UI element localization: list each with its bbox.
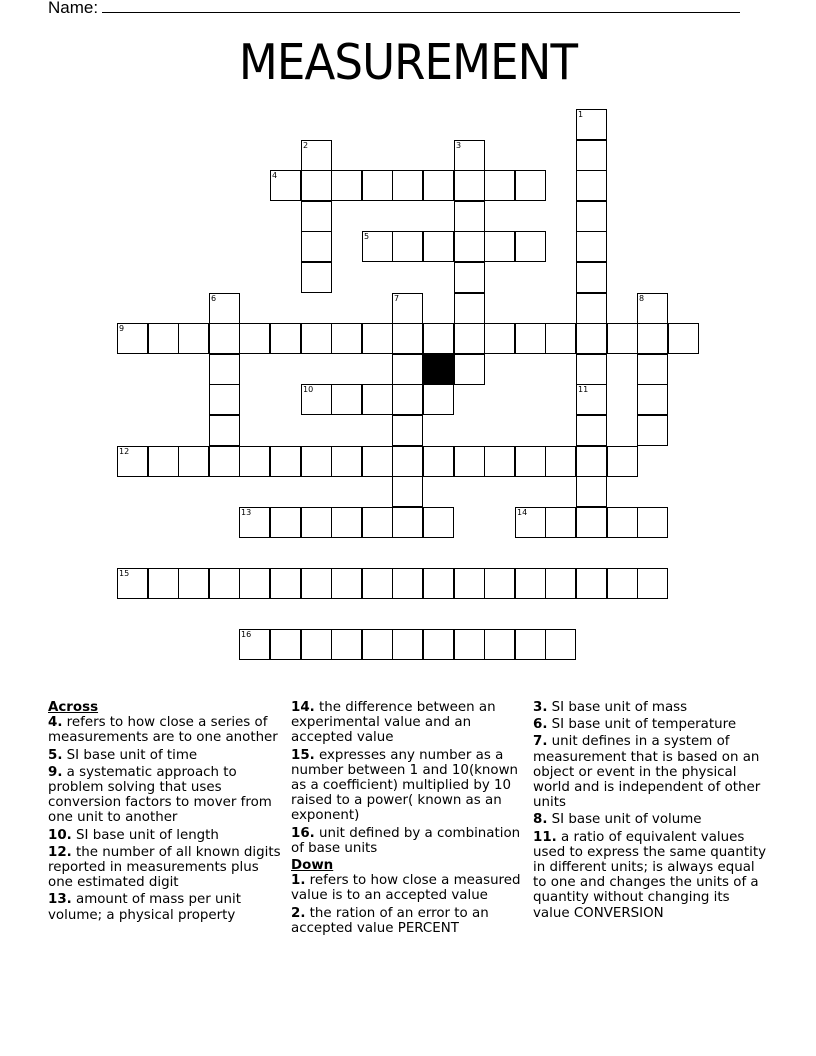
grid-cell[interactable] — [270, 170, 301, 201]
grid-cell[interactable] — [209, 415, 240, 446]
clue-item — [291, 826, 527, 856]
grid-cell[interactable] — [637, 354, 668, 385]
grid-cell[interactable] — [239, 446, 270, 477]
clue-num: 5. — [48, 747, 63, 763]
clue-number: 16 — [241, 630, 252, 639]
grid-cell[interactable] — [484, 170, 515, 201]
clue-num: 3. — [533, 700, 548, 715]
grid-cell[interactable] — [576, 446, 607, 477]
grid-cell[interactable] — [668, 323, 699, 354]
grid-cell[interactable] — [392, 476, 423, 507]
clue-text: the difference between an experimental value and an accepted value — [291, 700, 496, 746]
grid-cell[interactable] — [607, 568, 638, 599]
grid-cell[interactable] — [392, 415, 423, 446]
grid-cell[interactable] — [148, 323, 179, 354]
grid-cell[interactable] — [301, 446, 332, 477]
grid-cell[interactable] — [331, 568, 362, 599]
grid-cell[interactable] — [576, 293, 607, 324]
grid-cell[interactable] — [362, 629, 393, 660]
clue-text: the ration of an error to an accepted value PERCENT — [291, 905, 489, 936]
clue-item — [48, 845, 284, 891]
grid-cell[interactable] — [454, 568, 485, 599]
grid-cell[interactable] — [331, 507, 362, 538]
clue-number: 11 — [578, 385, 589, 394]
grid-cell[interactable] — [607, 323, 638, 354]
grid-cell[interactable] — [423, 629, 454, 660]
grid-cell[interactable] — [423, 231, 454, 262]
grid-cell[interactable] — [576, 507, 607, 538]
page-title: MEASUREMENT — [238, 34, 578, 91]
clue-number: 15 — [119, 569, 130, 578]
grid-cell[interactable] — [301, 201, 332, 232]
grid-cell[interactable] — [637, 507, 668, 538]
grid-cell[interactable] — [392, 293, 423, 324]
clue-item — [533, 812, 769, 827]
grid-cell[interactable] — [392, 629, 423, 660]
clue-num: 7. — [533, 734, 548, 750]
clue-num: 2. — [291, 905, 306, 921]
grid-cell[interactable] — [362, 446, 393, 477]
grid-cell[interactable] — [423, 384, 454, 415]
grid-cell[interactable] — [301, 507, 332, 538]
clue-item — [48, 828, 284, 843]
clue-item — [48, 892, 284, 922]
clue-number: 8 — [639, 294, 645, 303]
clue-column-3 — [533, 700, 769, 923]
clue-item — [291, 700, 527, 746]
clue-text: unit defined by a combination of base units — [291, 825, 521, 856]
clue-num: 12. — [48, 844, 72, 860]
clue-number: 7 — [394, 294, 400, 303]
clue-number: 6 — [211, 294, 217, 303]
clue-item — [48, 748, 284, 763]
grid-cell[interactable] — [209, 354, 240, 385]
grid-cell[interactable] — [515, 568, 546, 599]
grid-cell[interactable] — [392, 446, 423, 477]
clue-num: 1. — [291, 873, 306, 889]
grid-cell[interactable] — [484, 568, 515, 599]
grid-cell[interactable] — [576, 109, 607, 140]
grid-cell[interactable] — [301, 170, 332, 201]
grid-cell[interactable] — [576, 170, 607, 201]
clue-item — [48, 715, 284, 745]
grid-cell[interactable] — [392, 323, 423, 354]
grid-cell[interactable] — [301, 140, 332, 171]
grid-cell[interactable] — [239, 568, 270, 599]
name-label: Name: — [48, 0, 99, 17]
grid-cell[interactable] — [239, 507, 270, 538]
grid-cell[interactable] — [545, 323, 576, 354]
grid-cell[interactable] — [576, 140, 607, 171]
clue-item — [291, 748, 527, 824]
grid-cell[interactable] — [454, 201, 485, 232]
clue-num: 11. — [533, 829, 557, 845]
grid-cell[interactable] — [239, 323, 270, 354]
clue-item — [533, 734, 769, 810]
grid-cell[interactable] — [362, 323, 393, 354]
grid-cell[interactable] — [331, 629, 362, 660]
grid-cell[interactable] — [484, 323, 515, 354]
clue-text: refers to how close a measured value is to an accepted value — [291, 873, 521, 904]
clue-num: 15. — [291, 747, 315, 763]
grid-cell[interactable] — [392, 354, 423, 385]
grid-cell[interactable] — [576, 354, 607, 385]
clue-number: 5 — [364, 232, 370, 241]
clue-text: amount of mass per unit volume; a physical property — [48, 892, 241, 923]
clue-text: SI base unit of mass — [547, 700, 688, 715]
grid-cell[interactable] — [454, 323, 485, 354]
grid-cell[interactable] — [576, 384, 607, 415]
grid-cell[interactable] — [209, 446, 240, 477]
grid-cell[interactable] — [423, 446, 454, 477]
grid-cell[interactable] — [454, 140, 485, 171]
grid-cell[interactable] — [576, 323, 607, 354]
grid-cell[interactable] — [270, 568, 301, 599]
grid-cell[interactable] — [423, 170, 454, 201]
clue-number: 3 — [456, 141, 462, 150]
grid-cell[interactable] — [331, 323, 362, 354]
grid-cell[interactable] — [515, 507, 546, 538]
clue-heading: Across — [48, 700, 99, 715]
grid-cell[interactable] — [484, 231, 515, 262]
grid-cell[interactable] — [607, 507, 638, 538]
clue-text: SI base unit of length — [71, 827, 219, 843]
clue-text: SI base unit of time — [62, 747, 198, 763]
clue-item — [533, 830, 769, 921]
clue-num: 16. — [291, 825, 315, 841]
grid-cell[interactable] — [423, 323, 454, 354]
grid-cell[interactable] — [270, 323, 301, 354]
grid-cell[interactable] — [454, 170, 485, 201]
grid-cell[interactable] — [454, 354, 485, 385]
grid-cell[interactable] — [362, 507, 393, 538]
grid-cell[interactable] — [423, 507, 454, 538]
grid-cell[interactable] — [454, 446, 485, 477]
clue-number: 4 — [272, 171, 278, 180]
grid-cell[interactable] — [392, 170, 423, 201]
grid-cell[interactable] — [484, 446, 515, 477]
grid-cell[interactable] — [637, 293, 668, 324]
clue-num: 10. — [48, 827, 72, 843]
clue-num: 13. — [48, 892, 72, 908]
grid-cell[interactable] — [576, 262, 607, 293]
clue-number: 1 — [578, 110, 584, 119]
clue-text: SI base unit of temperature — [547, 717, 737, 733]
clue-column-2 — [291, 700, 527, 938]
grid-cell[interactable] — [148, 446, 179, 477]
clue-number: 10 — [303, 385, 314, 394]
clue-text: refers to how close a series of measurements are to one another — [48, 715, 278, 746]
grid-cell[interactable] — [270, 507, 301, 538]
grid-cell[interactable] — [454, 293, 485, 324]
grid-cell[interactable] — [637, 568, 668, 599]
grid-cell[interactable] — [270, 629, 301, 660]
clue-item — [533, 700, 769, 715]
clue-item — [291, 906, 527, 936]
clue-num: 14. — [291, 700, 315, 715]
clue-number: 12 — [119, 447, 130, 456]
grid-cell[interactable] — [637, 384, 668, 415]
grid-cell[interactable] — [515, 446, 546, 477]
grid-cell[interactable] — [178, 323, 209, 354]
grid-cell[interactable] — [392, 507, 423, 538]
grid-cell[interactable] — [362, 170, 393, 201]
grid-cell[interactable] — [301, 262, 332, 293]
grid-cell[interactable] — [392, 231, 423, 262]
grid-cell[interactable] — [392, 568, 423, 599]
clue-item — [291, 873, 527, 903]
clue-item — [48, 765, 284, 826]
clue-text: expresses any number as a number between 1 and 10(known as a coefficient) multiplied by 10 raised to a power( known as an exponent) — [291, 747, 519, 824]
grid-cell[interactable] — [301, 231, 332, 262]
grid-cell[interactable] — [454, 262, 485, 293]
grid-cell[interactable] — [362, 231, 393, 262]
grid-cell[interactable] — [117, 568, 148, 599]
grid-cell[interactable] — [301, 384, 332, 415]
clue-number: 2 — [303, 141, 309, 150]
grid-cell[interactable] — [576, 476, 607, 507]
clue-text: the number of all known digits reported in measurements plus one estimated digit — [48, 844, 281, 891]
grid-cell[interactable] — [331, 170, 362, 201]
grid-cell[interactable] — [209, 293, 240, 324]
grid-cell[interactable] — [576, 201, 607, 232]
clue-num: 4. — [48, 715, 63, 731]
clue-column-1 — [48, 700, 284, 925]
clue-num: 8. — [533, 812, 548, 828]
grid-cell[interactable] — [454, 231, 485, 262]
grid-cell[interactable] — [331, 446, 362, 477]
grid-cell[interactable] — [178, 568, 209, 599]
clue-item — [533, 717, 769, 732]
grid-cell[interactable] — [209, 384, 240, 415]
grid-cell[interactable] — [362, 384, 393, 415]
grid-cell[interactable] — [148, 568, 179, 599]
clue-number: 14 — [517, 508, 528, 517]
grid-cell[interactable] — [362, 568, 393, 599]
grid-cell[interactable] — [209, 323, 240, 354]
grid-cell[interactable] — [117, 323, 148, 354]
clue-text: a ratio of equivalent values used to express the same quantity in different units; is always equal to one and changes the units of a quantity without changing its value CONVERSION — [533, 829, 767, 921]
grid-cell[interactable] — [331, 384, 362, 415]
grid-cell[interactable] — [637, 323, 668, 354]
grid-cell-blocked — [423, 354, 454, 385]
clue-text: SI base unit of volume — [547, 812, 702, 828]
grid-cell[interactable] — [576, 415, 607, 446]
grid-cell[interactable] — [301, 629, 332, 660]
clue-text: unit defines in a system of measurement that is based on an object or event in the physical world and is independent of other units — [533, 734, 761, 811]
grid-cell[interactable] — [515, 323, 546, 354]
grid-cell[interactable] — [301, 323, 332, 354]
grid-cell[interactable] — [239, 629, 270, 660]
clue-num: 6. — [533, 717, 548, 733]
grid-cell[interactable] — [270, 446, 301, 477]
clue-heading: Down — [291, 858, 334, 874]
clue-text: a systematic approach to problem solving that uses conversion factors to mover from one unit to another — [48, 764, 272, 826]
grid-cell[interactable] — [392, 384, 423, 415]
grid-cell[interactable] — [423, 568, 454, 599]
grid-cell[interactable] — [545, 629, 576, 660]
grid-cell[interactable] — [545, 507, 576, 538]
grid-cell[interactable] — [576, 568, 607, 599]
grid-cell[interactable] — [484, 629, 515, 660]
grid-cell[interactable] — [117, 446, 148, 477]
grid-cell[interactable] — [515, 170, 546, 201]
grid-cell[interactable] — [454, 629, 485, 660]
grid-cell[interactable] — [178, 446, 209, 477]
grid-cell[interactable] — [545, 446, 576, 477]
grid-cell[interactable] — [301, 568, 332, 599]
grid-cell[interactable] — [576, 231, 607, 262]
grid-cell[interactable] — [607, 446, 638, 477]
grid-cell[interactable] — [209, 568, 240, 599]
clue-num: 9. — [48, 764, 63, 780]
clue-number: 13 — [241, 508, 252, 517]
grid-cell[interactable] — [515, 629, 546, 660]
clue-number: 9 — [119, 324, 125, 333]
grid-cell[interactable] — [637, 415, 668, 446]
grid-cell[interactable] — [515, 231, 546, 262]
grid-cell[interactable] — [545, 568, 576, 599]
